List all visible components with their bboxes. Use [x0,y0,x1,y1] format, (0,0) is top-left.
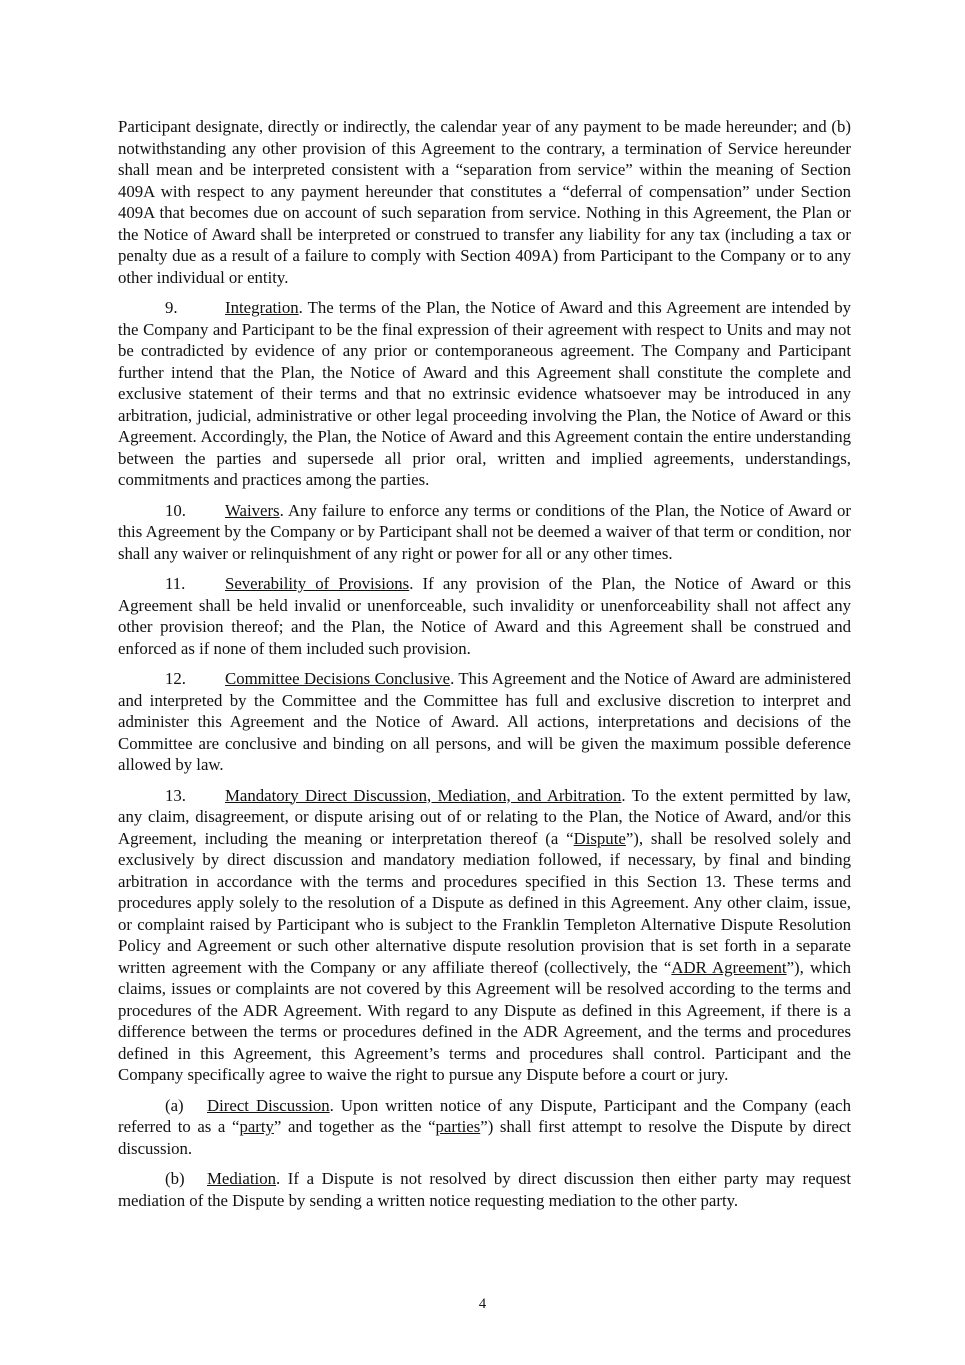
paragraph-label: 13. [165,785,186,805]
underlined-term: Committee Decisions Conclusive [225,669,451,688]
text-segment: . If any provision of the Plan, the Notice of Award or this Agreement shall be held invalid or unenforceable, such invalidity or unenforceability shall not affect any other provision thereof; and the Plan, the Notice of Award and this Agreement shall be construed and enforced as if none of them included such provision. [118,574,851,658]
text-segment: . If a Dispute is not resolved by direct discussion then either party may request mediation of the Dispute by sending a written notice requesting mediation to the other party. [118,1169,851,1210]
paragraph [118,785,851,1086]
underlined-term: Integration [225,298,299,317]
text-segment: Participant designate, directly or indirectly, the calendar year of any payment to be made hereunder; and (b) notwithstanding any other provision of this Agreement to the contrary, a termination of Service hereunder shall mean and be interpreted consistent with a “separation from service” within the meaning of Section 409A with respect to any payment hereunder that constitutes a “deferral of compensation” under Section 409A that becomes due on account of such separation from service. Nothing in this Agreement, the Plan or the Notice of Award shall be interpreted or construed to transfer any liability for any tax (including a tax or penalty due as a result of a failure to comply with Section 409A) from Participant to the Company or to any other individual or entity. [118,117,851,287]
paragraph-label: 10. [165,500,186,520]
underlined-term: parties [435,1117,481,1136]
paragraph [118,668,851,776]
underlined-term: ADR Agreement [671,957,787,977]
document-body [118,116,851,1220]
text-segment: ”), which claims, issues or complaints are not covered by this Agreement will be resolved according to the terms and procedures of the ADR Agreement. With regard to any Dispute as defined in this Agreement, if there is a difference between the terms or procedures defined in the ADR Agreement, and the terms and procedures defined in this Agreement, this Agreement’s terms and procedures shall control. Participant and the Company specifically agree to waive the right to pursue any Dispute before a court or jury. [118,957,852,1084]
text-segment: . Any failure to enforce any terms or conditions of the Plan, the Notice of Award or this Agreement by the Company or by Participant shall not be deemed a waiver of that term or condition, nor shall any waiver or relinquishment of any right or power for all or any other times. [118,500,851,563]
paragraph [118,500,851,565]
text-segment: . Upon written notice of any Dispute, Participant and the Company (each referred to as a “ [118,1095,851,1136]
text-segment: . To the extent permitted by law, any claim, disagreement, or dispute arising out of or relating to the Plan, the Notice of Award, and/or this Agreement, including the meaning or interpretation thereof (a “ [118,785,851,848]
paragraph [118,297,851,491]
page-number: 4 [478,1296,487,1312]
paragraph [118,116,851,288]
text-segment: . The terms of the Plan, the Notice of Award and this Agreement are intended by the Company and Participant to be the final expression of their agreement with respect to Units and may not be contradicted by evidence of any prior or contemporaneous agreement. The Company and Participant further intend that the Plan, the Notice of Award and this Agreement shall constitute the complete and exclusive statement of their terms and that no extrinsic evidence whatsoever may be introduced in any arbitration, judicial, administrative or other legal proceeding involving the Plan, the Notice of Award or this Agreement. Accordingly, the Plan, the Notice of Award and this Agreement contain the entire understanding between the parties and supersede all prior oral, written and implied agreements, understandings, commitments and practices among the parties. [118,298,851,489]
paragraph [118,1168,851,1211]
paragraph-label: 12. [165,669,186,688]
text-segment: ”) shall first attempt to resolve the Dispute by direct discussion. [118,1117,851,1158]
text-segment: ”), shall be resolved solely and exclusively by direct discussion and mandatory mediation followed, if necessary, by final and binding arbitration in accordance with the terms and procedures specified in this Section 13. These terms and procedures apply solely to the resolution of a Dispute as defined in this Agreement. Any other claim, issue, or complaint raised by Participant who is subject to the Franklin Templeton Alternative Dispute Resolution Policy and Agreement or such other alternative dispute resolution provision that is set forth in a separate written agreement with the Company or any affiliate thereof (collectively, the “ [118,828,852,977]
underlined-term: Mandatory Direct Discussion, Mediation, and Arbitration [225,785,622,805]
underlined-term: Dispute [573,828,626,848]
paragraph-label: 9. [165,298,178,317]
underlined-term: Mediation [207,1169,276,1188]
underlined-term: party [239,1117,274,1136]
paragraph [118,573,851,659]
paragraph [118,1095,851,1160]
paragraph-label: 11. [165,574,186,593]
underlined-term: Severability of Provisions [225,574,410,593]
paragraph-label: (a) [165,1095,184,1115]
underlined-term: Direct Discussion [207,1095,330,1115]
underlined-term: Waivers [225,500,280,520]
text-segment: ” and together as the “ [273,1117,436,1136]
paragraph-label: (b) [165,1169,185,1188]
text-segment: . This Agreement and the Notice of Award are administered and interpreted by the Committee and the Committee has full and exclusive discretion to interpret and administer this Agreement and the Notice of Award. All actions, interpretations and decisions of the Committee are conclusive and binding on all persons, and will be given the maximum possible deference allowed by law. [118,669,852,774]
